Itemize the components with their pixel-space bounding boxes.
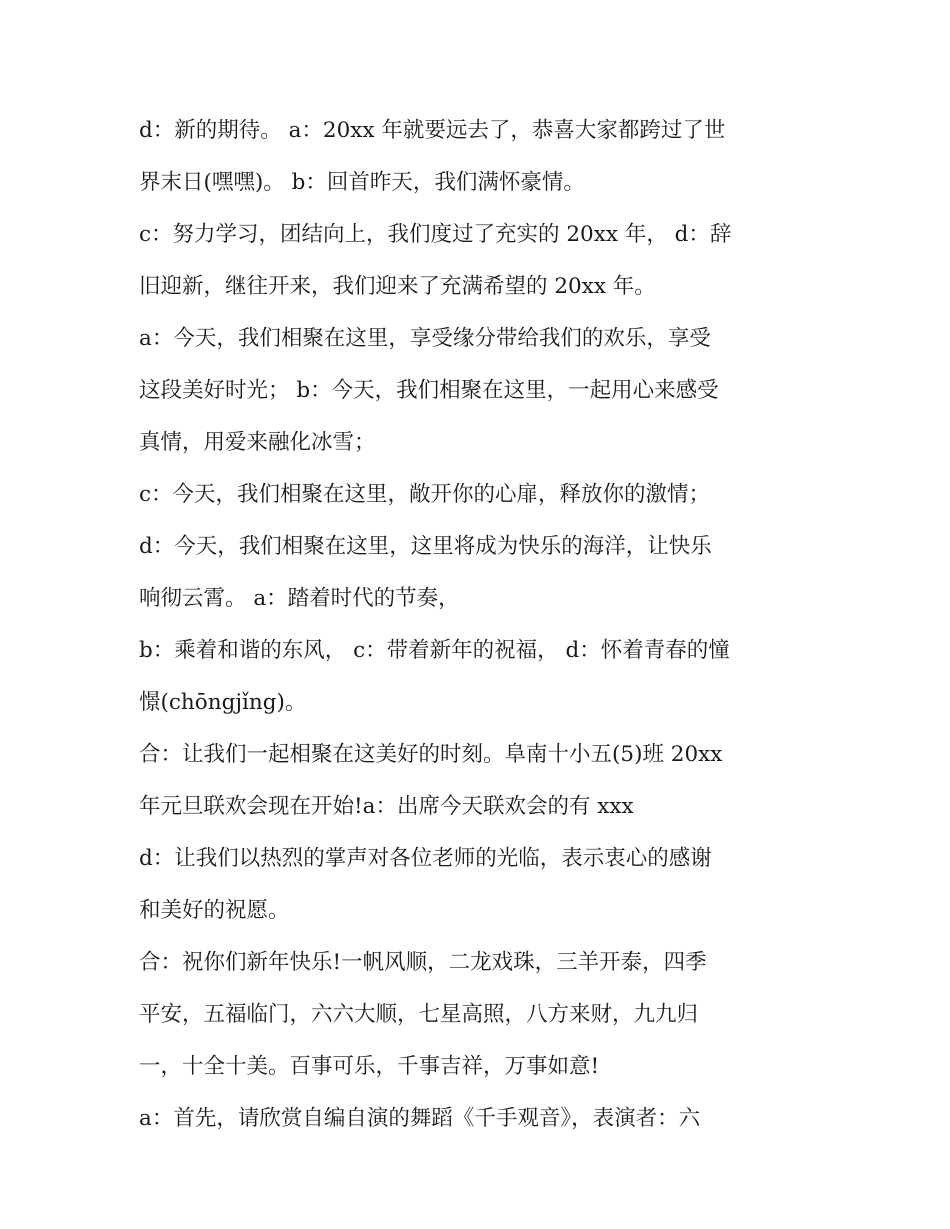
text-line: d：让我们以热烈的掌声对各位老师的光临，表示衷心的感谢 — [139, 846, 712, 871]
text-line: 平安，五福临门，六六大顺，七星高照，八方来财，九九归 — [139, 1002, 699, 1027]
text-line: 真情，用爱来融化冰雪； — [139, 430, 376, 455]
text-line: 年元旦联欢会现在开始!a：出席今天联欢会的有 xxx — [139, 794, 634, 819]
text-line: a：今天，我们相聚在这里，享受缘分带给我们的欢乐，享受 — [139, 326, 711, 351]
text-line: 合：祝你们新年快乐!一帆风顺，二龙戏珠，三羊开泰，四季 — [139, 950, 707, 975]
text-line: 响彻云霄。 a：踏着时代的节奏， — [139, 586, 460, 611]
text-line: 旧迎新，继往开来，我们迎来了充满希望的 20xx 年。 — [139, 274, 656, 299]
text-line: 憬(chōngjǐng)。 — [139, 690, 307, 715]
text-line: 界末日(嘿嘿)。 b：回首昨天，我们满怀豪情。 — [139, 170, 585, 195]
text-line: c：今天，我们相聚在这里，敞开你的心扉，释放你的激情； — [139, 482, 711, 507]
text-line: c：努力学习，团结向上，我们度过了充实的 20xx 年， d：辞 — [139, 222, 732, 247]
document-body — [139, 112, 829, 1152]
text-line: 合：让我们一起相聚在这美好的时刻。阜南十小五(5)班 20xx — [139, 742, 723, 767]
text-line: 这段美好时光； b：今天，我们相聚在这里，一起用心来感受 — [139, 378, 719, 403]
text-line: 一，十全十美。百事可乐，千事吉祥，万事如意! — [139, 1054, 600, 1079]
text-line: b：乘着和谐的东风， c：带着新年的祝福， d：怀着青春的憧 — [139, 638, 730, 663]
text-line: d：新的期待。 a：20xx 年就要远去了，恭喜大家都跨过了世 — [139, 118, 726, 143]
text-line: d：今天，我们相聚在这里，这里将成为快乐的海洋，让快乐 — [139, 534, 712, 559]
text-line: a：首先，请欣赏自编自演的舞蹈《千手观音》，表演者：六 — [139, 1106, 701, 1131]
text-line: 和美好的祝愿。 — [139, 898, 290, 923]
